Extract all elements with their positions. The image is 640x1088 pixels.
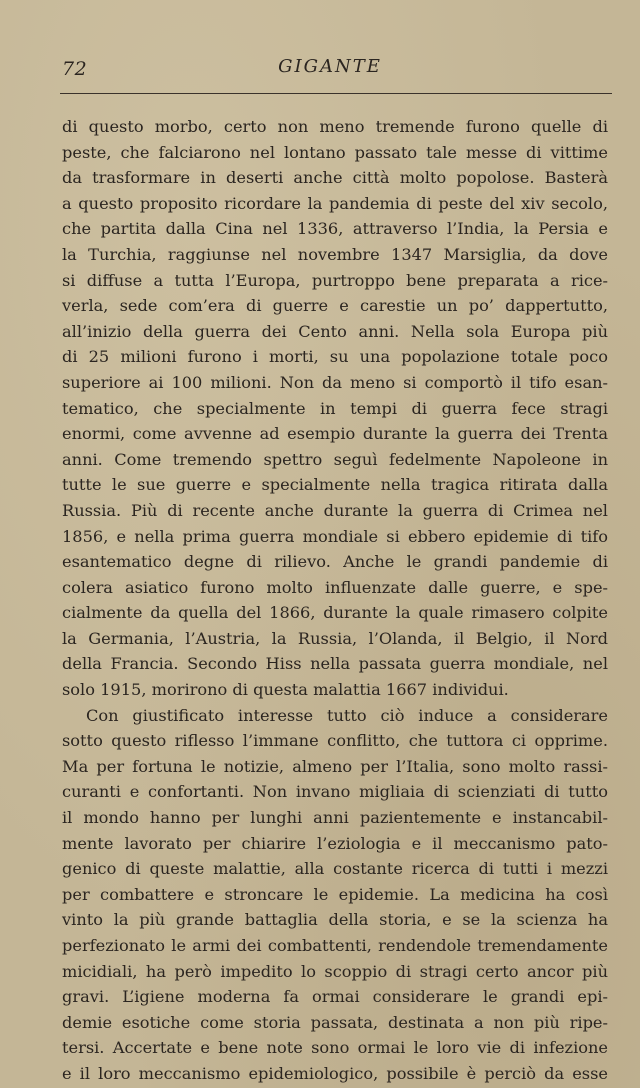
text-line: cialmente da quella del 1866, durante la quale rimasero colpite <box>62 603 608 623</box>
text-line: di 25 milioni furono i morti, su una popolazione totale poco <box>62 347 608 367</box>
header-rule <box>60 93 612 94</box>
paragraph-start-line: Con giustificato interesse tutto ciò induce a considerare <box>86 705 608 725</box>
text-line: genico di queste malattie, alla costante ricerca di tutti i mezzi <box>62 859 608 879</box>
text-line: peste, che falciarono nel lontano passato tale messe di vittime <box>62 142 608 162</box>
text-line: enormi, come avvenne ad esempio durante la guerra dei Trenta <box>62 424 608 444</box>
text-line: tematico, che specialmente in tempi di guerra fece stragi <box>62 398 608 418</box>
text-line: esantematico degne di rilievo. Anche le grandi pandemie di <box>62 552 608 572</box>
text-line: la Turchia, raggiunse nel novembre 1347 Marsiglia, da dove <box>62 244 608 264</box>
text-line: per combattere e stroncare le epidemie. La medicina ha così <box>62 884 608 904</box>
text-line: tutte le sue guerre e specialmente nella tragica ritirata dalla <box>62 475 608 495</box>
text-line: gravi. L’igiene moderna fa ormai considerare le grandi epi- <box>62 987 608 1007</box>
text-line: a questo proposito ricordare la pandemia di peste del xiv secolo, <box>62 193 608 213</box>
text-line: della Francia. Secondo Hiss nella passata guerra mondiale, nel <box>62 654 608 674</box>
paragraph-end-line: solo 1915, morirono di questa malattia 1667 individui. <box>62 680 509 700</box>
text-line: anni. Come tremendo spettro seguì fedelmente Napoleone in <box>62 449 608 469</box>
text-line: che partita dalla Cina nel 1336, attraverso l’India, la Persia e <box>62 219 608 239</box>
text-line: verla, sede com’era di guerre e carestie un po’ dappertutto, <box>62 296 608 316</box>
text-line: micidiali, ha però impedito lo scoppio di stragi certo ancor più <box>62 961 608 981</box>
running-title: GIGANTE <box>278 56 382 77</box>
text-line: perfezionato le armi dei combattenti, rendendole tremendamente <box>62 936 608 955</box>
body-text <box>62 114 608 1087</box>
text-line: vinto la più grande battaglia della storia, e se la scienza ha <box>62 910 608 930</box>
text-line: demie esotiche come storia passata, destinata a non più ripe- <box>62 1012 608 1032</box>
text-line: da trasformare in deserti anche città molto popolose. Basterà <box>62 168 608 188</box>
text-line: curanti e confortanti. Non invano migliaia di scienziati di tutto <box>62 782 608 802</box>
text-line: il mondo hanno per lunghi anni pazientemente e instancabil- <box>62 808 608 828</box>
text-line: la Germania, l’Austria, la Russia, l’Olanda, il Belgio, il Nord <box>62 628 608 648</box>
text-line: si diffuse a tutta l’Europa, purtroppo bene preparata a rice- <box>62 270 608 290</box>
text-line: e il loro meccanismo epidemiologico, possibile è perciò da esse <box>62 1063 608 1083</box>
text-line: all’inizio della guerra dei Cento anni. Nella sola Europa più <box>62 321 608 341</box>
text-line: colera asiatico furono molto influenzate dalle guerre, e spe- <box>62 577 608 597</box>
text-line: Ma per fortuna le notizie, almeno per l’Italia, sono molto rassi- <box>62 756 608 776</box>
text-line: di questo morbo, certo non meno tremende furono quelle di <box>62 117 608 136</box>
text-line: superiore ai 100 milioni. Non da meno si comportò il tifo esan- <box>62 372 608 392</box>
text-line: 1856, e nella prima guerra mondiale si ebbero epidemie di tifo <box>62 526 608 546</box>
page-number: 72 <box>62 58 88 80</box>
text-line: sotto questo riflesso l’immane conflitto, che tuttora ci opprime. <box>62 731 608 751</box>
text-line: tersi. Accertate e bene note sono ormai le loro vie di infezione <box>62 1038 608 1058</box>
text-line: mente lavorato per chiarire l’eziologia e il meccanismo pato- <box>62 833 608 853</box>
text-line: Russia. Più di recente anche durante la guerra di Crimea nel <box>62 500 608 520</box>
